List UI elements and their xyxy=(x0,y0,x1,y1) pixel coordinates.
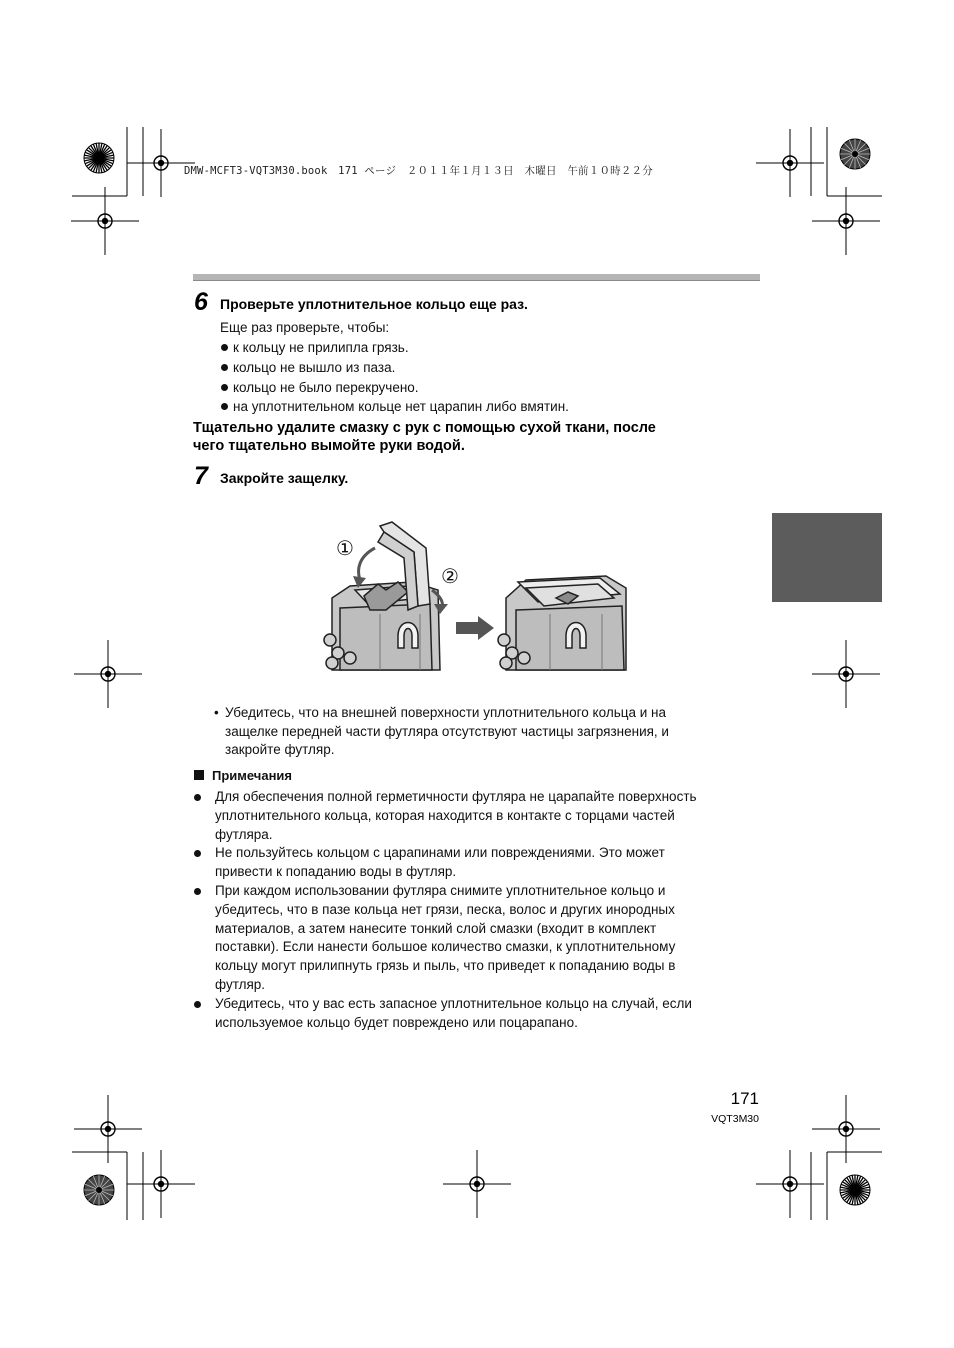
note-line: футляр. xyxy=(215,976,266,992)
section-rule xyxy=(193,274,760,281)
grease-warning xyxy=(193,419,656,455)
step-6-check-list xyxy=(221,338,569,417)
bullet-icon xyxy=(194,888,201,895)
document-code: VQT3M30 xyxy=(711,1113,759,1125)
print-header: DMW-MCFT3-VQT3M30.book 171 ページ ２０１１年１月１３日 木曜日 午前１０時２２分 xyxy=(184,165,653,177)
note-line: Для обеспечения полной герметичности футляра не царапайте поверхность xyxy=(215,789,697,804)
check-item-text: на уплотнительном кольце нет царапин либо вмятин. xyxy=(233,399,569,415)
figure-marker-1: ① xyxy=(336,536,354,560)
note-line: Убедитесь, что у вас есть запасное уплотнительное кольцо на случай, если xyxy=(215,995,692,1011)
note-line: поставки). Если нанести большое количество смазки, к уплотнительному xyxy=(215,939,676,955)
bullet-icon xyxy=(194,850,201,857)
note-item xyxy=(194,882,764,995)
tip-line: Убедитесь, что на внешней поверхности уплотнительного кольца и на xyxy=(225,705,666,720)
check-item-text: к кольцу не прилипла грязь. xyxy=(233,340,409,355)
bullet-icon xyxy=(221,344,228,351)
bullet-icon xyxy=(194,1001,201,1008)
check-item-text: кольцо не было перекручено. xyxy=(233,379,419,395)
page-number: 171 xyxy=(730,1089,759,1108)
check-item xyxy=(221,397,569,417)
check-item xyxy=(221,338,569,358)
tip-bullet: • xyxy=(214,705,219,720)
figure-marker-2: ② xyxy=(441,564,459,588)
chapter-side-tab xyxy=(772,513,882,602)
step-6-title: Проверьте уплотнительное кольцо еще раз. xyxy=(220,296,528,312)
check-item xyxy=(221,358,569,378)
note-line: футляра. xyxy=(215,826,273,842)
bullet-icon xyxy=(221,364,228,371)
step-6-number: 6 xyxy=(194,288,208,316)
check-item-text: кольцо не вышло из паза. xyxy=(233,359,396,375)
tip-paragraph xyxy=(214,704,754,760)
housing-closed-latch xyxy=(498,576,626,670)
note-item xyxy=(194,788,764,844)
note-line: уплотнительного кольца, которая находится в контакте с торцами частей xyxy=(215,807,675,823)
note-line: используемое кольцо будет повреждено или поцарапано. xyxy=(215,1014,578,1030)
bullet-icon xyxy=(194,794,201,801)
note-line: материалов, а затем нанесите тонкий слой смазки (входит в комплект xyxy=(215,920,657,936)
tip-line: закройте футляр. xyxy=(225,742,335,757)
bullet-icon xyxy=(221,403,228,410)
note-line: кольцу могут прилипнуть грязь и пыль, что приведет к попаданию воды в xyxy=(215,958,676,974)
note-line: убедитесь, что в пазе кольца нет грязи, песка, волос и других инородных xyxy=(215,901,675,917)
square-bullet-icon xyxy=(194,770,204,780)
note-item xyxy=(194,995,764,1033)
note-line: При каждом использовании футляра снимите уплотнительное кольцо и xyxy=(215,882,666,898)
note-line: Не пользуйтесь кольцом с царапинами или повреждениями. Это может xyxy=(215,845,665,861)
check-item xyxy=(221,378,569,398)
step-7-title: Закройте защелку. xyxy=(220,470,349,486)
step-7-number: 7 xyxy=(194,462,208,490)
notes-heading xyxy=(194,768,292,783)
note-item xyxy=(194,844,764,882)
grease-warning-line: Тщательно удалите смазку с рук с помощью сухой ткани, после xyxy=(193,420,656,436)
note-line: привести к попаданию воды в футляр. xyxy=(215,864,457,880)
latch-closing-illustration xyxy=(320,518,640,673)
notes-list xyxy=(194,788,764,1032)
notes-heading-text: Примечания xyxy=(212,768,293,783)
grease-warning-line: чего тщательно вымойте руки водой. xyxy=(193,438,465,454)
bullet-icon xyxy=(221,384,228,391)
tip-line: защелке передней части футляра отсутствуют частицы загрязнения, и xyxy=(225,723,669,739)
step-6-intro: Еще раз проверьте, чтобы: xyxy=(220,320,390,335)
